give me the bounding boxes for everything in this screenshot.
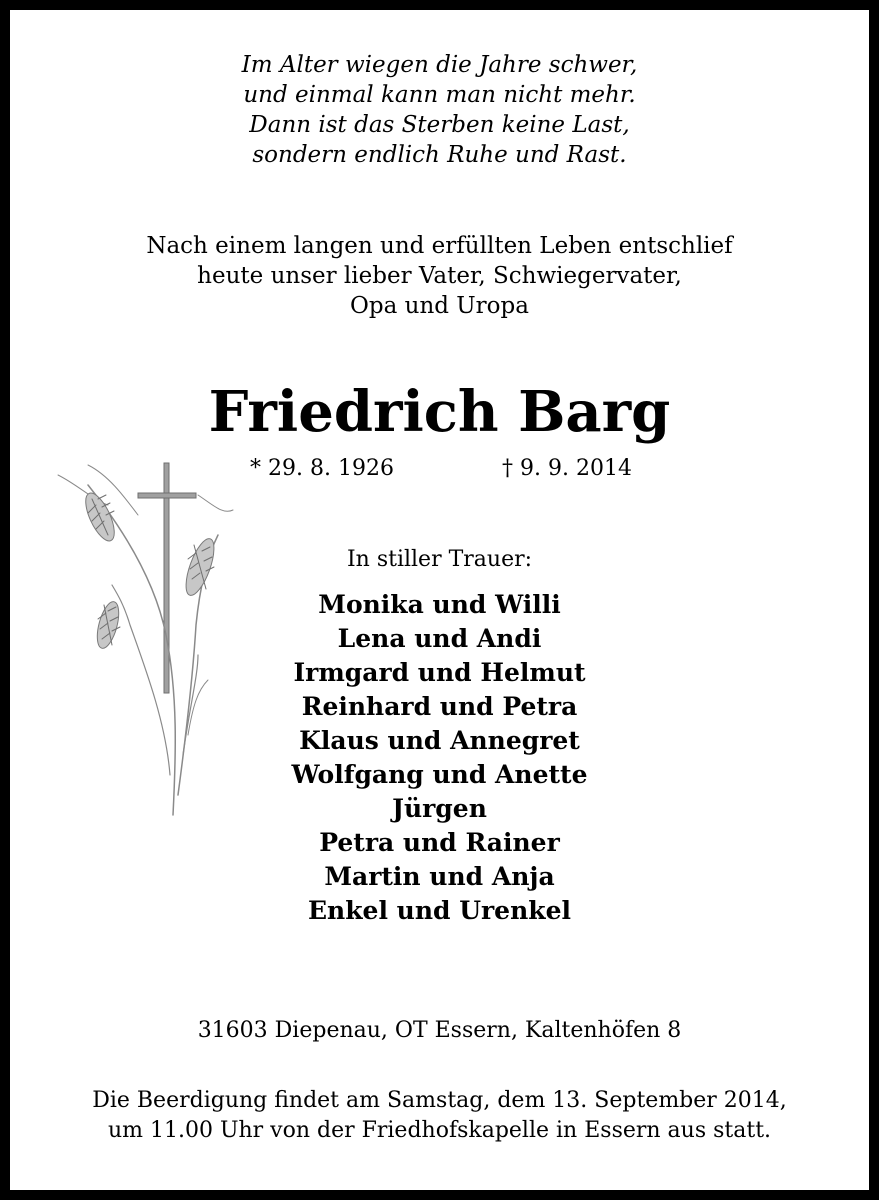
mourner-name: Irmgard und Helmut [293, 658, 586, 687]
poem-line: Im Alter wiegen die Jahre schwer, [241, 52, 638, 78]
funeral-info [10, 1086, 869, 1146]
mourner-name: Klaus und Annegret [299, 726, 580, 755]
birth-date: * 29. 8. 1926 [250, 456, 394, 481]
address: 31603 Diepenau, OT Essern, Kaltenhöfen 8 [197, 1018, 682, 1043]
funeral-line: um 11.00 Uhr von der Friedhofskapelle in Essern aus statt. [107, 1118, 772, 1143]
mourner-name: Reinhard und Petra [301, 692, 578, 721]
mourners-list [10, 588, 869, 928]
funeral-line: Die Beerdigung findet am Samstag, dem 13. September 2014, [92, 1088, 787, 1113]
mourner-name: Jürgen [392, 794, 487, 823]
poem-line: und einmal kann man nicht mehr. [243, 82, 636, 108]
deceased-name: Friedrich Barg [208, 379, 671, 445]
death-date: † 9. 9. 2014 [502, 456, 632, 481]
mourner-name: Enkel und Urenkel [308, 896, 571, 925]
mourner-name: Lena und Andi [337, 624, 542, 653]
poem [10, 50, 869, 170]
intro-text [10, 231, 869, 321]
poem-line: Dann ist das Sterben keine Last, [249, 112, 630, 138]
intro-line: Nach einem langen und erfüllten Leben entschlief [146, 233, 733, 259]
mourner-name: Petra und Rainer [319, 828, 560, 857]
intro-line: Opa und Uropa [350, 293, 529, 319]
poem-line: sondern endlich Ruhe und Rast. [252, 142, 627, 168]
mourner-name: Wolfgang und Anette [291, 760, 588, 789]
intro-line: heute unser lieber Vater, Schwiegervater, [197, 263, 682, 289]
mourners-label: In stiller Trauer: [346, 547, 533, 572]
mourner-name: Monika und Willi [318, 590, 561, 619]
mourner-name: Martin und Anja [324, 862, 555, 891]
